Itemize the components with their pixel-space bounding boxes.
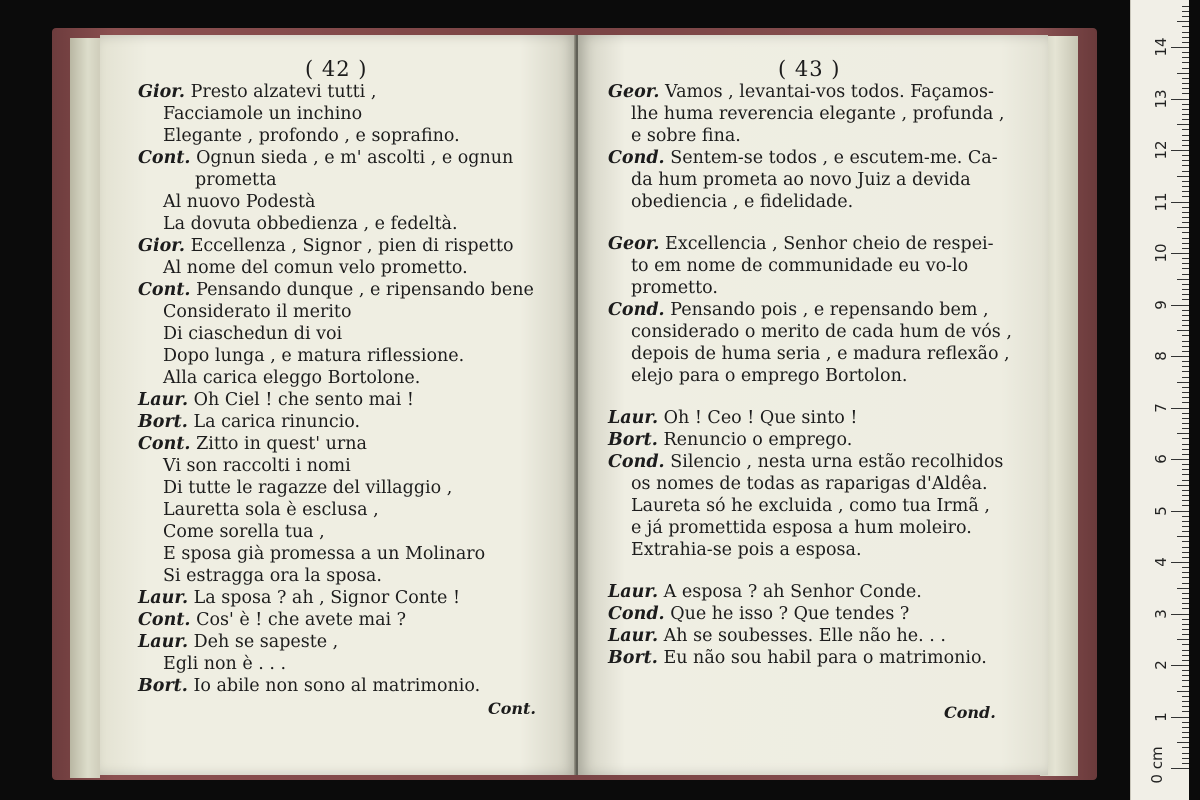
ruler-tick <box>1182 763 1189 764</box>
text-line <box>138 411 360 433</box>
line-text: Eccellenza , Signor , pien di rispetto <box>190 236 514 256</box>
line-text: Elegante , profondo , e soprafino. <box>163 126 460 146</box>
ruler-tick <box>1182 104 1189 105</box>
ruler-tick <box>1182 258 1189 259</box>
text-line <box>631 473 988 495</box>
line-text: Laureta só he excluida , como tua Irmã , <box>631 496 990 516</box>
ruler-tick <box>1171 150 1189 151</box>
line-text: Al nuovo Podestà <box>163 192 316 212</box>
speaker-label: Cont. <box>138 434 191 454</box>
ruler-tick <box>1182 248 1189 249</box>
ruler-tick <box>1182 135 1189 136</box>
ruler-tick <box>1182 109 1189 110</box>
ruler-tick <box>1171 717 1189 718</box>
speaker-label: Bort. <box>608 430 658 450</box>
ruler-tick <box>1182 547 1189 548</box>
text-line <box>163 455 351 477</box>
ruler-tick <box>1182 722 1189 723</box>
line-text: Presto alzatevi tutti , <box>190 82 377 102</box>
ruler-tick <box>1177 73 1189 74</box>
ruler-tick <box>1177 433 1189 434</box>
line-text: Excellencia , Senhor cheio de respei- <box>665 234 994 254</box>
ruler-tick <box>1182 68 1189 69</box>
ruler-tick <box>1182 552 1189 553</box>
text-line <box>163 301 352 323</box>
ruler-tick <box>1182 402 1189 403</box>
text-line <box>631 321 1012 343</box>
line-text: A esposa ? ah Senhor Conde. <box>663 582 922 602</box>
line-text: La sposa ? ah , Signor Conte ! <box>193 588 461 608</box>
ruler-tick <box>1182 464 1189 465</box>
ruler-tick <box>1171 511 1189 512</box>
line-text: e já promettida esposa a hum moleiro. <box>631 518 972 538</box>
ruler-tick <box>1182 397 1189 398</box>
line-text: Oh Ciel ! che sento mai ! <box>193 390 414 410</box>
ruler-tick <box>1182 310 1189 311</box>
ruler-tick <box>1182 758 1189 759</box>
ruler-tick <box>1182 706 1189 707</box>
line-text: Si estragga ora la sposa. <box>163 566 382 586</box>
ruler-tick <box>1182 140 1189 141</box>
text-line <box>163 477 452 499</box>
ruler-tick <box>1182 145 1189 146</box>
ruler-tick <box>1182 341 1189 342</box>
ruler-tick <box>1182 191 1189 192</box>
ruler-tick <box>1182 655 1189 656</box>
speaker-label: Geor. <box>608 82 660 102</box>
text-line <box>608 451 1003 473</box>
ruler-tick <box>1177 742 1189 743</box>
ruler-tick <box>1182 567 1189 568</box>
ruler-tick <box>1182 346 1189 347</box>
ruler-tick <box>1182 696 1189 697</box>
line-text: os nomes de todas as raparigas d'Aldêa. <box>631 474 988 494</box>
text-line <box>608 603 909 625</box>
ruler-tick <box>1182 284 1189 285</box>
speaker-label: Laur. <box>138 390 189 410</box>
ruler-tick <box>1182 516 1189 517</box>
line-text: Oh ! Ceo ! Que sinto ! <box>663 408 858 428</box>
line-text: Sentem-se todos , e escutem-me. Ca- <box>670 148 998 168</box>
ruler-tick <box>1182 583 1189 584</box>
text-line <box>163 257 468 279</box>
text-line <box>163 323 342 345</box>
ruler-tick <box>1171 665 1189 666</box>
line-text: Cos' è ! che avete mai ? <box>196 610 407 630</box>
line-text: Di ciaschedun di voi <box>163 324 343 344</box>
text-line <box>608 299 989 321</box>
catchword: Cond. <box>944 703 996 722</box>
text-line <box>608 429 852 451</box>
ruler-tick <box>1182 593 1189 594</box>
ruler-tick <box>1182 32 1189 33</box>
text-line <box>195 169 277 191</box>
ruler-tick <box>1182 62 1189 63</box>
ruler-number: 14 <box>1152 37 1170 57</box>
ruler-tick <box>1171 614 1189 615</box>
ruler-tick <box>1182 732 1189 733</box>
text-line <box>631 343 1010 365</box>
text-line <box>163 521 325 543</box>
line-text: Silencio , nesta urna estão recolhidos <box>670 452 1004 472</box>
text-line <box>631 277 718 299</box>
ruler-tick <box>1182 650 1189 651</box>
line-text: E sposa già promessa a un Molinaro <box>163 544 486 564</box>
ruler-number: 9 <box>1152 299 1170 310</box>
ruler-label: 0 cm <box>1148 746 1166 784</box>
ruler-tick <box>1182 449 1189 450</box>
ruler-tick <box>1171 202 1189 203</box>
ruler-tick <box>1182 634 1189 635</box>
ruler-tick <box>1182 413 1189 414</box>
ruler-tick <box>1177 485 1189 486</box>
speaker-label: Gior. <box>138 236 185 256</box>
ruler-tick <box>1182 325 1189 326</box>
ruler-tick <box>1182 351 1189 352</box>
speaker-label: Cont. <box>138 280 191 300</box>
text-line <box>163 191 315 213</box>
ruler-tick <box>1182 490 1189 491</box>
ruler-tick <box>1177 227 1189 228</box>
ruler-tick <box>1182 37 1189 38</box>
line-text: e sobre fina. <box>631 126 741 146</box>
ruler-tick <box>1182 500 1189 501</box>
ruler-tick <box>1182 531 1189 532</box>
ruler-tick <box>1182 52 1189 53</box>
ruler-tick <box>1182 207 1189 208</box>
text-line <box>631 255 968 277</box>
ruler-tick <box>1177 176 1189 177</box>
ruler-number: 12 <box>1152 140 1170 160</box>
ruler-tick <box>1182 577 1189 578</box>
text-line <box>163 125 460 147</box>
ruler-tick <box>1171 99 1189 100</box>
line-text: Vamos , levantai-vos todos. Façamos- <box>665 82 994 102</box>
line-text: Dopo lunga , e matura riflessione. <box>163 346 465 366</box>
text-line <box>608 147 998 169</box>
text-line <box>608 407 857 429</box>
ruler-tick <box>1182 572 1189 573</box>
ruler-tick <box>1182 11 1189 12</box>
text-line <box>631 539 862 561</box>
ruler-tick <box>1182 181 1189 182</box>
line-text: Egli non è . . . <box>163 654 287 674</box>
ruler-tick <box>1182 57 1189 58</box>
ruler-tick <box>1182 495 1189 496</box>
line-text: Pensando dunque , e ripensando bene <box>196 280 534 300</box>
text-line <box>138 631 338 653</box>
ruler-tick <box>1182 196 1189 197</box>
ruler-tick <box>1182 377 1189 378</box>
line-text: La carica rinuncio. <box>193 412 361 432</box>
ruler-tick <box>1171 562 1189 563</box>
text-line <box>138 433 367 455</box>
line-text: elejo para o emprego Bortolon. <box>631 366 908 386</box>
line-text: prometto. <box>631 278 718 298</box>
text-line <box>631 169 971 191</box>
text-line <box>608 647 987 669</box>
ruler-tick <box>1182 619 1189 620</box>
ruler-tick <box>1182 83 1189 84</box>
ruler-number: 5 <box>1152 505 1170 516</box>
ruler-tick <box>1182 26 1189 27</box>
catchword: Cont. <box>488 699 536 718</box>
page-number: ( 43 ) <box>778 57 841 81</box>
ruler-tick <box>1182 315 1189 316</box>
line-text: Di tutte le ragazze del villaggio , <box>163 478 453 498</box>
ruler-tick <box>1182 88 1189 89</box>
ruler-tick <box>1182 212 1189 213</box>
ruler-tick <box>1182 624 1189 625</box>
text-line <box>631 191 853 213</box>
line-text: Zitto in quest' urna <box>196 434 367 454</box>
ruler-tick <box>1182 299 1189 300</box>
ruler-number: 1 <box>1152 711 1170 722</box>
ruler-tick <box>1182 238 1189 239</box>
text-line <box>163 103 362 125</box>
ruler-tick <box>1182 263 1189 264</box>
ruler-tick <box>1182 155 1189 156</box>
speaker-label: Geor. <box>608 234 660 254</box>
ruler-tick <box>1182 335 1189 336</box>
line-text: Extrahia-se pois a esposa. <box>631 540 862 560</box>
ruler-tick <box>1182 361 1189 362</box>
speaker-label: Laur. <box>608 626 659 646</box>
text-line <box>163 565 382 587</box>
text-line <box>138 675 480 697</box>
line-text: Que he isso ? Que tendes ? <box>670 604 910 624</box>
ruler-tick <box>1171 408 1189 409</box>
ruler-tick <box>1182 418 1189 419</box>
ruler-tick <box>1177 588 1189 589</box>
line-text: da hum prometa ao novo Juiz a devida <box>631 170 971 190</box>
ruler-tick <box>1171 459 1189 460</box>
ruler-tick <box>1182 521 1189 522</box>
ruler-tick <box>1182 232 1189 233</box>
ruler-tick <box>1182 480 1189 481</box>
ruler-tick <box>1182 454 1189 455</box>
ruler-tick <box>1182 78 1189 79</box>
speaker-label: Cont. <box>138 610 191 630</box>
text-line <box>631 365 907 387</box>
ruler-tick <box>1182 186 1189 187</box>
speaker-label: Cont. <box>138 148 191 168</box>
text-line <box>138 587 460 609</box>
ruler-tick <box>1182 747 1189 748</box>
ruler-tick <box>1182 392 1189 393</box>
text-line <box>163 543 485 565</box>
line-text: Vi son raccolti i nomi <box>163 456 351 476</box>
text-line <box>163 499 379 521</box>
line-text: prometta <box>195 170 277 190</box>
ruler-tick <box>1182 274 1189 275</box>
ruler-tick <box>1182 217 1189 218</box>
ruler-number: 7 <box>1152 402 1170 413</box>
ruler-tick <box>1182 129 1189 130</box>
right-page <box>578 35 1048 775</box>
ruler-tick <box>1182 428 1189 429</box>
ruler-tick <box>1182 608 1189 609</box>
ruler-tick <box>1182 644 1189 645</box>
ruler-tick <box>1182 701 1189 702</box>
text-line <box>163 213 458 235</box>
line-text: considerado o merito de cada hum de vós , <box>631 322 1012 342</box>
line-text: lhe huma reverencia elegante , profunda , <box>631 104 1005 124</box>
line-text: Renuncio o emprego. <box>663 430 853 450</box>
line-text: Ah se soubesses. Elle não he. . . <box>663 626 946 646</box>
ruler-tick <box>1177 279 1189 280</box>
line-text: Eu não sou habil para o matrimonio. <box>663 648 987 668</box>
ruler-tick <box>1182 366 1189 367</box>
ruler-tick <box>1182 165 1189 166</box>
ruler-tick <box>1182 680 1189 681</box>
ruler-number: 6 <box>1152 454 1170 464</box>
ruler-tick <box>1182 711 1189 712</box>
ruler-tick <box>1171 47 1189 48</box>
line-text: Al nome del comun velo prometto. <box>163 258 468 278</box>
ruler-tick <box>1182 557 1189 558</box>
line-text: Deh se sapeste , <box>193 632 339 652</box>
ruler-tick <box>1182 670 1189 671</box>
ruler-tick <box>1182 737 1189 738</box>
ruler-number: 4 <box>1152 557 1170 567</box>
ruler-tick <box>1182 598 1189 599</box>
ruler-tick <box>1182 660 1189 661</box>
speaker-label: Cond. <box>608 604 665 624</box>
speaker-label: Laur. <box>138 632 189 652</box>
text-line <box>631 125 741 147</box>
ruler-tick <box>1177 536 1189 537</box>
speaker-label: Cond. <box>608 452 665 472</box>
ruler-tick <box>1182 541 1189 542</box>
speaker-label: Laur. <box>608 408 659 428</box>
ruler-tick <box>1182 268 1189 269</box>
ruler-tick <box>1182 753 1189 754</box>
text-line <box>138 609 406 631</box>
ruler-tick <box>1171 768 1189 769</box>
ruler-tick <box>1182 243 1189 244</box>
ruler-tick <box>1182 629 1189 630</box>
ruler-tick <box>1182 727 1189 728</box>
text-line <box>163 367 420 389</box>
text-line <box>138 235 514 257</box>
line-text: Considerato il merito <box>163 302 352 322</box>
left-page <box>100 35 577 775</box>
ruler-tick <box>1182 294 1189 295</box>
text-line <box>608 81 994 103</box>
ruler-tick <box>1177 691 1189 692</box>
ruler-tick <box>1182 320 1189 321</box>
line-text: obediencia , e fidelidade. <box>631 192 854 212</box>
ruler-tick <box>1182 675 1189 676</box>
text-line <box>631 103 1004 125</box>
line-text: Ognun sieda , e m' ascolti , e ognun <box>196 148 514 168</box>
ruler-tick <box>1182 289 1189 290</box>
text-line <box>631 517 972 539</box>
ruler-tick <box>1177 124 1189 125</box>
line-text: Alla carica eleggo Bortolone. <box>163 368 421 388</box>
text-line <box>138 389 414 411</box>
line-text: Lauretta sola è esclusa , <box>163 500 379 520</box>
ruler-tick <box>1182 16 1189 17</box>
ruler-tick <box>1182 526 1189 527</box>
ruler-tick <box>1182 469 1189 470</box>
text-line <box>138 147 513 169</box>
ruler-tick <box>1182 222 1189 223</box>
speaker-label: Laur. <box>608 582 659 602</box>
text-line <box>631 495 990 517</box>
speaker-label: Bort. <box>138 676 188 696</box>
ruler-number: 3 <box>1152 608 1170 619</box>
measuring-ruler <box>1130 0 1189 800</box>
ruler-tick <box>1171 253 1189 254</box>
page-number: ( 42 ) <box>305 57 368 81</box>
line-text: Come sorella tua , <box>163 522 325 542</box>
ruler-tick <box>1182 93 1189 94</box>
ruler-tick <box>1182 387 1189 388</box>
text-line <box>608 233 994 255</box>
ruler-tick <box>1182 603 1189 604</box>
ruler-number: 11 <box>1152 191 1170 212</box>
ruler-tick <box>1182 371 1189 372</box>
speaker-label: Cond. <box>608 148 665 168</box>
ruler-tick <box>1182 423 1189 424</box>
ruler-number: 8 <box>1152 351 1170 361</box>
page-edge-left <box>70 38 100 778</box>
speaker-label: Gior. <box>138 82 185 102</box>
ruler-number: 13 <box>1152 88 1170 109</box>
ruler-tick <box>1182 6 1189 7</box>
ruler-tick <box>1171 356 1189 357</box>
text-line <box>608 625 946 647</box>
ruler-tick <box>1182 42 1189 43</box>
line-text: depois de huma seria , e madura reflexão , <box>631 344 1010 364</box>
ruler-tick <box>1177 639 1189 640</box>
speaker-label: Bort. <box>608 648 658 668</box>
line-text: Pensando pois , e repensando bem , <box>670 300 989 320</box>
speaker-label: Bort. <box>138 412 188 432</box>
ruler-number: 10 <box>1152 243 1170 263</box>
text-line <box>163 653 286 675</box>
text-line <box>138 81 376 103</box>
text-line <box>608 581 922 603</box>
ruler-tick <box>1182 505 1189 506</box>
line-text: La dovuta obbedienza , e fedeltà. <box>163 214 458 234</box>
ruler-number: 2 <box>1152 660 1170 670</box>
text-line <box>163 345 464 367</box>
line-text: Io abile non sono al matrimonio. <box>193 676 481 696</box>
ruler-tick <box>1182 686 1189 687</box>
ruler-tick <box>1177 21 1189 22</box>
ruler-tick <box>1182 114 1189 115</box>
line-text: Facciamole un inchino <box>163 104 363 124</box>
ruler-tick <box>1182 171 1189 172</box>
line-text: to em nome de communidade eu vo-lo <box>631 256 969 276</box>
ruler-tick <box>1182 119 1189 120</box>
ruler-tick <box>1177 330 1189 331</box>
ruler-tick <box>1177 382 1189 383</box>
ruler-tick <box>1182 438 1189 439</box>
speaker-label: Cond. <box>608 300 665 320</box>
speaker-label: Laur. <box>138 588 189 608</box>
ruler-tick <box>1171 305 1189 306</box>
ruler-tick <box>1182 474 1189 475</box>
ruler-tick <box>1182 444 1189 445</box>
ruler-tick <box>1182 160 1189 161</box>
text-line <box>138 279 534 301</box>
